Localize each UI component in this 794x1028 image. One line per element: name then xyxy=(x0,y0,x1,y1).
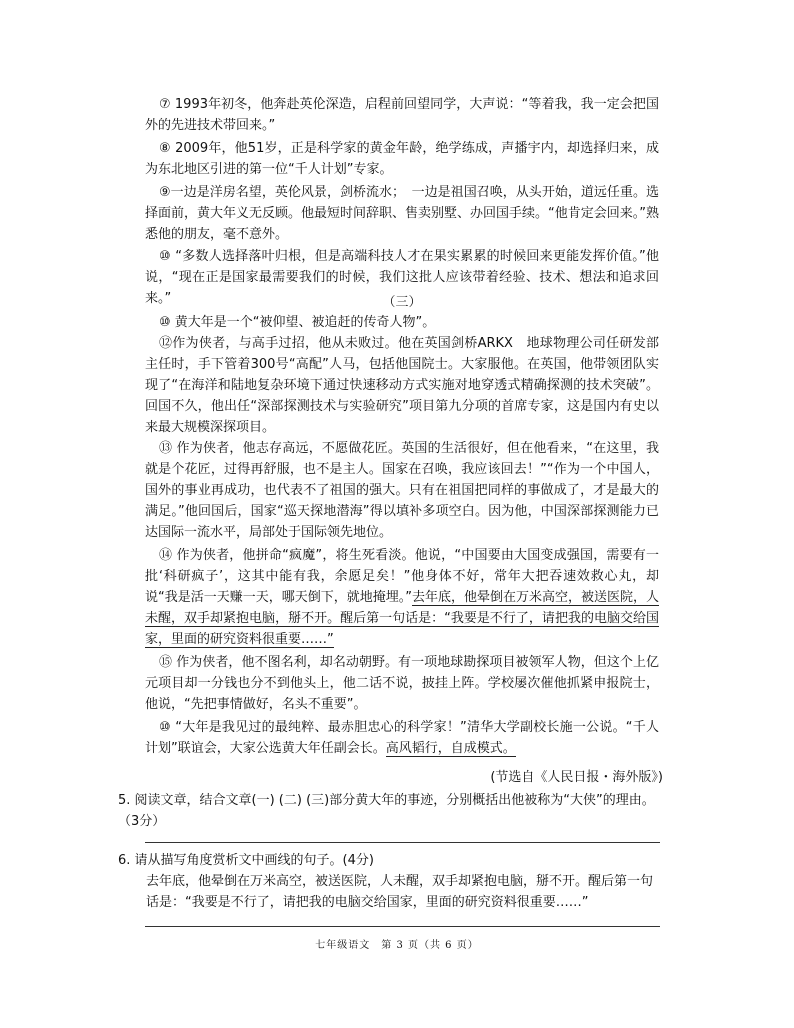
paragraph-14-text: ⑭ 作为侠者，他拼命“疯魔”，将生死看淡。他说，“中国要由大国变成强国，需要有一批‘科研疯子’，这其中能有我，余愿足矣！”他身体不好，常年大把吞速效救心丸，却说“我是活一天赚一天，哪天倒下，就地掩埋。” xyxy=(145,548,659,605)
question-6-title: 6. 请从描写角度赏析文中画线的句子。(4分) xyxy=(118,853,374,868)
paragraph-16-underlined: 高风韬行，自成模式。 xyxy=(385,741,516,756)
section-heading-three: （三） xyxy=(382,295,422,310)
paragraph-14 xyxy=(145,545,659,650)
answer-line-5[interactable] xyxy=(145,842,660,843)
paragraph-10: ⑩ “多数人选择落叶归根，但是高端科技人才在果实累累的时候回来更能发挥价值。”他说，“现在正是国家最需要我们的时候，我们这批人应该带着经验、技术、想法和追求回来。” xyxy=(145,249,659,306)
question-6 xyxy=(118,850,663,913)
question-6-quote: 去年底，他晕倒在万米高空，被送医院，人未醒，双手却紧抱电脑，掰不开。醒后第一句话是：“我要是不行了，请把我的电脑交给国家，里面的研究资料很重要……” xyxy=(146,874,654,910)
paragraph-12: ⑫作为侠者，与高手过招，他从未败过。他在英国剑桥ARKX 地球物理公司任研发部主任时，手下管着300号“高配”人马，包括他国院士。大家服他。在英国，他带领团队实现了“在海洋和陆地复杂环境下通过快速移动方式实施对地穿透式精确探测的技术突破”。回国不久，他出任“深部探测技术与实验研究”项目第九分项的首席专家，这是国内有史以来最大规模深探项目。 xyxy=(145,336,659,435)
paragraph-7: ⑦ 1993年初冬，他奔赴英伦深造，启程前回望同学，大声说：“等着我，我一定会把国外的先进技术带回来。” xyxy=(145,97,659,133)
page-footer: 七年级语文 第 3 页（共 6 页） xyxy=(315,940,479,951)
underlined-sentence: 去年底，他晕倒在万米高空，被送医院，人未醒，双手却紧抱电脑，掰不开。醒后第一句话是：“我要是不行了，请把我的电脑交给国家，里面的研究资料很重要……” xyxy=(145,590,659,647)
paragraph-11: ⑩ 黄大年是一个“被仰望、被追赶的传奇人物”。 xyxy=(159,315,436,330)
paragraph-13: ⑬ 作为侠者，他志存高远，不愿做花匠。英国的生活很好，但在他看来，“在这里，我就是个花匠，过得再舒服，也不是主人。国家在召唤，我应该回去！”“作为一个中国人，国外的事业再成功，也代表不了祖国的强大。只有在祖国把同样的事做成了，才是最大的满足。”他回国后，国家“巡天探地潜海”得以填补多项空白。因为他，中国深部探测能力已达国际一流水平，局部处于国际领先地位。 xyxy=(145,441,659,540)
paragraph-8: ⑧ 2009年，他51岁，正是科学家的黄金年龄，绝学练成，声播宇内，却选择归来，成为东北地区引进的第一位“千人计划”专家。 xyxy=(145,141,659,177)
paragraph-16 xyxy=(145,717,659,759)
answer-line-6[interactable] xyxy=(145,926,660,927)
paragraph-16-text: ⑩ “大年是我见过的最纯粹、最赤胆忠心的科学家！”清华大学副校长施一公说。“千人计划”联谊会，大家公选黄大年任副会长。 xyxy=(145,720,659,756)
source-note: (节选自《人民日报・海外版》) xyxy=(490,770,663,785)
question-5: 5. 阅读文章，结合文章(一) (二) (三)部分黄大年的事迹，分别概括出他被称为“大侠”的理由。（3分） xyxy=(118,793,655,829)
paragraph-9: ⑨一边是洋房名望，英伦风景，剑桥流水； 一边是祖国召唤，从头开始，道远任重。选择面前，黄大年义无反顾。他最短时间辞职、售卖别墅、办回国手续。“他肯定会回来。”熟悉他的朋友，毫不意外。 xyxy=(145,185,659,242)
paragraph-15: ⑮ 作为侠者，他不图名利，却名动朝野。有一项地球勘探项目被领军人物，但这个上亿元项目却一分钱也分不到他头上，他二话不说，披挂上阵。学校屡次催他抓紧申报院士，他说，“先把事情做好，名头不重要”。 xyxy=(145,655,659,712)
